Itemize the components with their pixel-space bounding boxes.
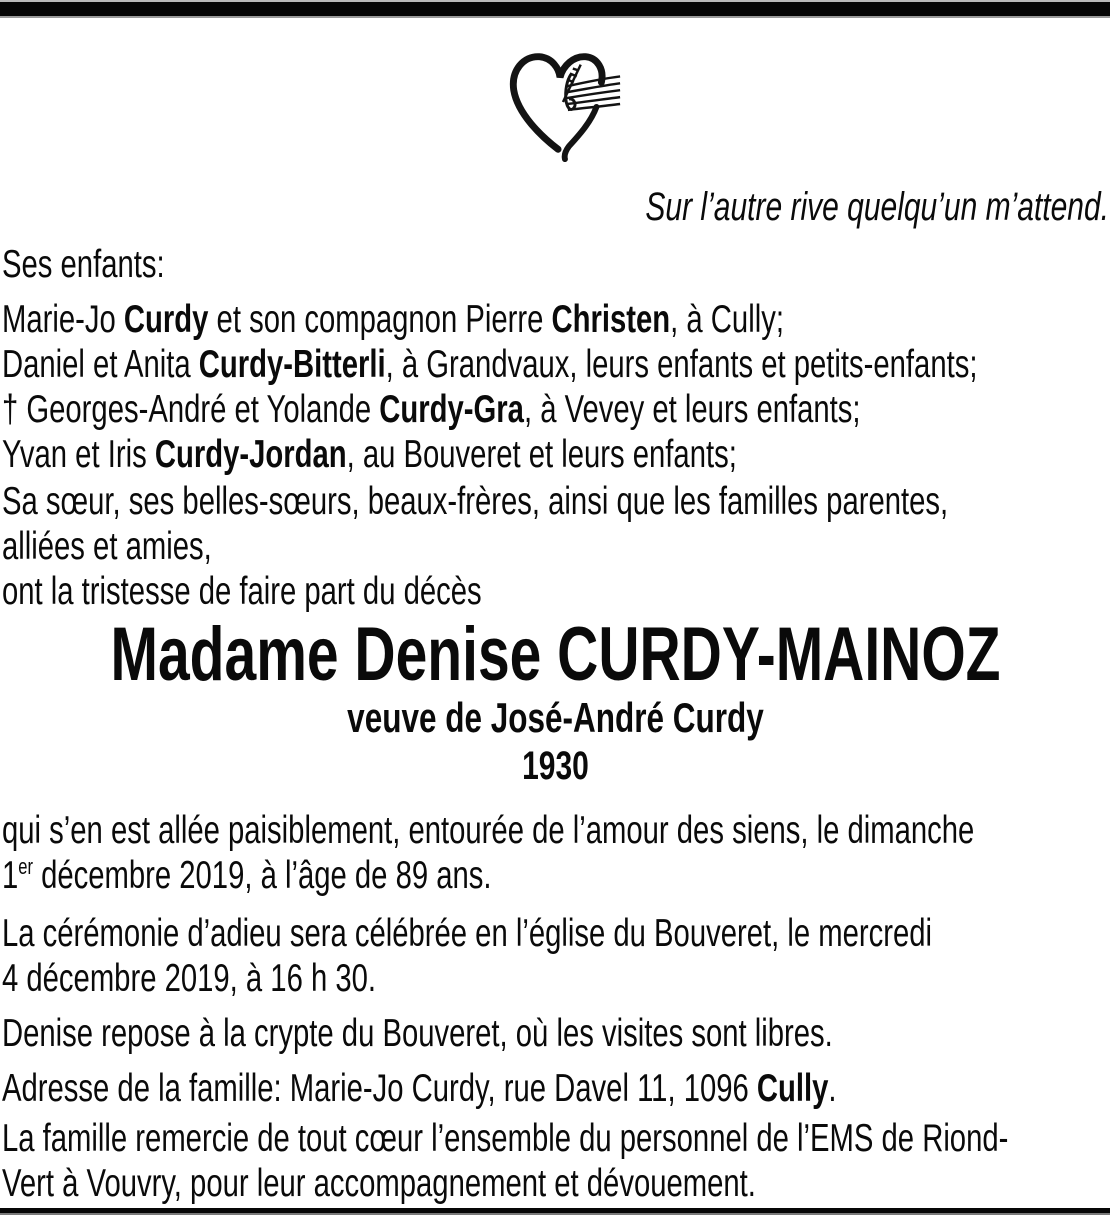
top-divider-bar bbox=[0, 0, 1110, 18]
family-address: Adresse de la famille: Marie-Jo Curdy, rue Davel 11, 1096 Cully. bbox=[2, 1067, 837, 1110]
repose-info: Denise repose à la crypte du Bouveret, où les visites sont libres. bbox=[2, 1012, 833, 1055]
ceremony-info: La cérémonie d’adieu sera célébrée en l’église du Bouveret, le mercredi 4 décembre 2019, à 16 h 30. bbox=[2, 912, 933, 1000]
child-line-2: Daniel et Anita Curdy-Bitterli, à Grandvaux, leurs enfants et petits-enfants; bbox=[2, 343, 978, 386]
birth-year: 1930 bbox=[522, 744, 589, 788]
bottom-divider-bar bbox=[0, 1208, 1110, 1215]
notice-text-column bbox=[2, 17, 1109, 1206]
child-line-1: Marie-Jo Curdy et son compagnon Pierre Christen, à Cully; bbox=[2, 298, 784, 341]
intro-label: Ses enfants: bbox=[2, 243, 165, 286]
thanks-message: La famille remercie de tout cœur l’ensemble du personnel de l’EMS de Riond- Vert à Vouvry, pour leur accompagnement et dévouement. bbox=[2, 1117, 1009, 1205]
epigraph: Sur l’autre rive quelqu’un m’attend. bbox=[645, 185, 1109, 229]
family-statement: Sa sœur, ses belles-sœurs, beaux-frères, ainsi que les familles parentes, alliées et amies, ont la tristesse de faire part du décès bbox=[2, 480, 949, 613]
child-line-4: Yvan et Iris Curdy-Jordan, au Bouveret et leurs enfants; bbox=[2, 433, 737, 476]
deceased-name: Madame Denise CURDY-MAINOZ bbox=[110, 612, 1001, 697]
deceased-subtitle: veuve de José-André Curdy bbox=[347, 694, 764, 741]
child-line-3: † Georges-André et Yolande Curdy-Gra, à Vevey et leurs enfants; bbox=[2, 388, 861, 431]
death-announcement: qui s’en est allée paisiblement, entourée de l’amour des siens, le dimanche 1er décembre 2019, à l’âge de 89 ans. bbox=[2, 809, 975, 897]
